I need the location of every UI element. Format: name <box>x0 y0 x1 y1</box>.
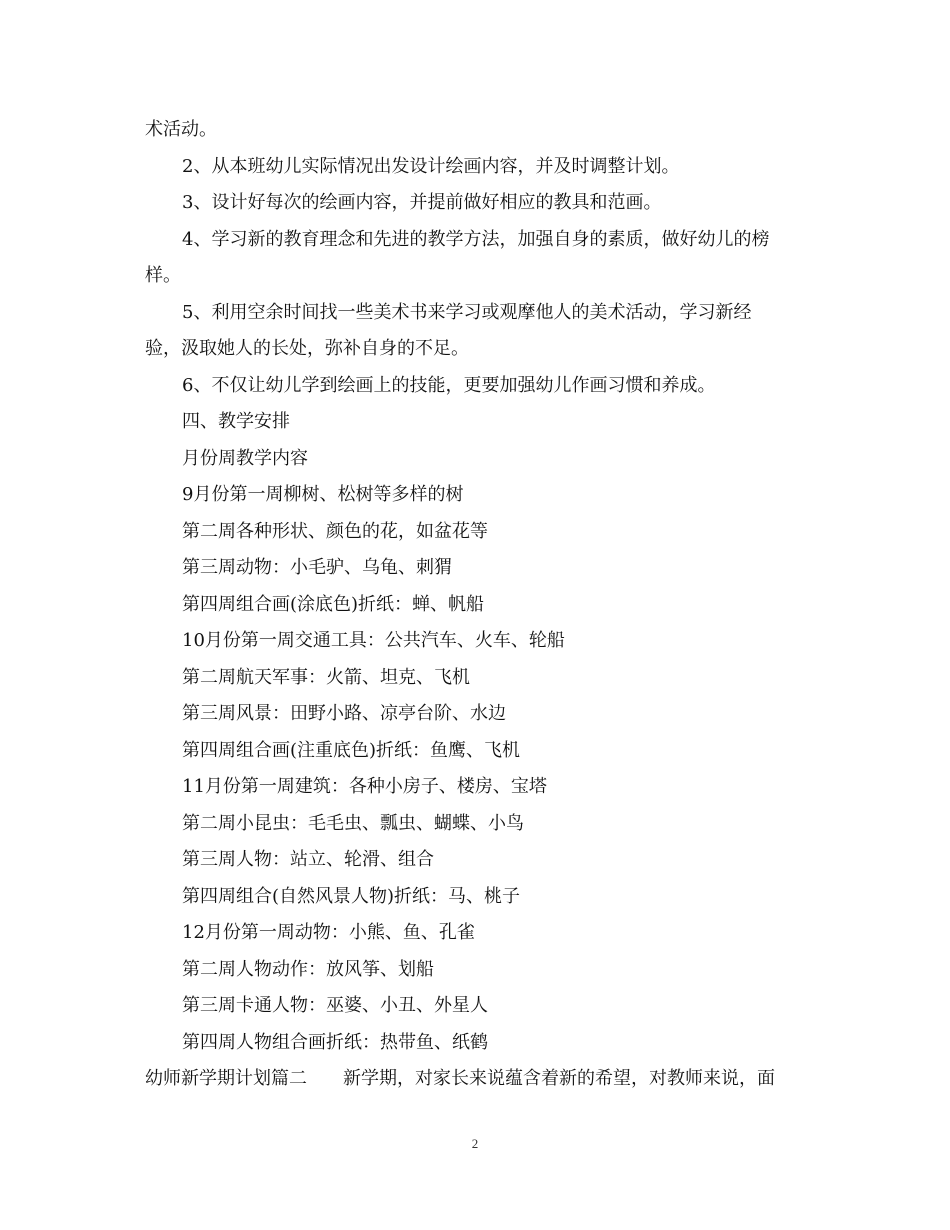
schedule-line: 第三周动物：小毛驴、乌龟、刺猬 <box>182 557 452 578</box>
schedule-line: 9月份第一周柳树、松树等多样的树 <box>182 484 464 505</box>
schedule-line: 第四周组合(自然风景人物)折纸：马、桃子 <box>182 886 521 907</box>
text-line: 术活动。 <box>145 119 217 140</box>
schedule-line: 第二周航天军事：火箭、坦克、飞机 <box>182 667 470 688</box>
text-line: 幼师新学期计划篇二 新学期，对家长来说蕴含着新的希望，对教师来说，面 <box>145 1068 775 1089</box>
schedule-line: 第二周各种形状、颜色的花，如盆花等 <box>182 521 488 542</box>
text-line: 验，汲取她人的长处，弥补自身的不足。 <box>145 338 469 359</box>
text-line: 样。 <box>145 265 181 286</box>
section-heading: 四、教学安排 <box>182 411 290 432</box>
schedule-line: 第二周小昆虫：毛毛虫、瓢虫、蝴蝶、小鸟 <box>182 813 524 834</box>
text-line: 5、利用空余时间找一些美术书来学习或观摩他人的美术活动，学习新经 <box>182 302 752 323</box>
table-header-line: 月份周教学内容 <box>182 448 308 469</box>
schedule-line: 第二周人物动作：放风筝、划船 <box>182 959 434 980</box>
schedule-line: 11月份第一周建筑：各种小房子、楼房、宝塔 <box>182 776 547 797</box>
schedule-line: 第三周卡通人物：巫婆、小丑、外星人 <box>182 995 488 1016</box>
schedule-line: 12月份第一周动物：小熊、鱼、孔雀 <box>182 922 475 943</box>
schedule-line: 第四周人物组合画折纸：热带鱼、纸鹤 <box>182 1032 488 1053</box>
schedule-line: 第三周风景：田野小路、凉亭台阶、水边 <box>182 703 506 724</box>
page-number: 2 <box>471 1136 479 1151</box>
schedule-line: 第四周组合画(涂底色)折纸：蝉、帆船 <box>182 594 485 615</box>
text-line: 2、从本班幼儿实际情况出发设计绘画内容，并及时调整计划。 <box>182 156 680 177</box>
schedule-line: 第四周组合画(注重底色)折纸：鱼鹰、飞机 <box>182 740 521 761</box>
schedule-line: 10月份第一周交通工具：公共汽车、火车、轮船 <box>182 630 565 651</box>
text-line: 3、设计好每次的绘画内容，并提前做好相应的教具和范画。 <box>182 192 662 213</box>
text-line: 4、学习新的教育理念和先进的教学方法，加强自身的素质，做好幼儿的榜 <box>182 229 770 250</box>
text-line: 6、不仅让幼儿学到绘画上的技能，更要加强幼儿作画习惯和养成。 <box>182 375 716 396</box>
schedule-line: 第三周人物：站立、轮滑、组合 <box>182 849 434 870</box>
